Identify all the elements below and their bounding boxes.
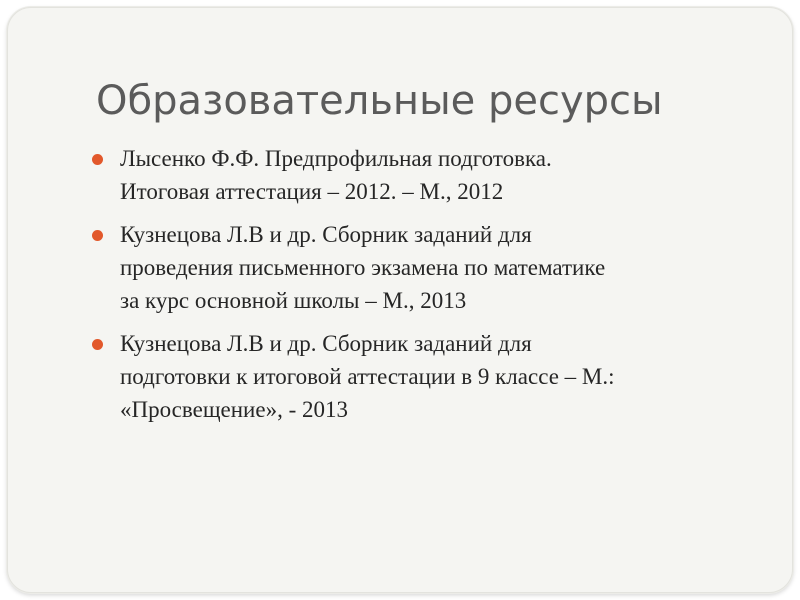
- bullet-item-1: [90, 142, 780, 208]
- bullet-list: [90, 142, 780, 436]
- bullet-item-2: [90, 218, 780, 317]
- slide: [7, 7, 793, 593]
- bullet-dot-icon: [92, 339, 103, 350]
- bullet-line: за курс основной школы – М., 2013: [120, 288, 467, 313]
- bullet-dot-icon: [92, 154, 103, 165]
- bullet-line: Лысенко Ф.Ф. Предпрофильная подготовка.: [120, 146, 552, 171]
- bullet-line: проведения письменного экзамена по математике: [120, 255, 606, 280]
- bullet-line: Кузнецова Л.В и др. Сборник заданий для: [120, 331, 532, 356]
- bullet-line: «Просвещение», - 2013: [120, 397, 348, 422]
- bullet-dot-icon: [92, 230, 103, 241]
- bullet-item-3: [90, 327, 780, 426]
- bullet-line: подготовки к итоговой аттестации в 9 классе – М.:: [120, 364, 615, 389]
- slide-title: Образовательные ресурсы: [96, 78, 663, 124]
- bullet-line: Кузнецова Л.В и др. Сборник заданий для: [120, 222, 532, 247]
- bullet-line: Итоговая аттестация – 2012. – М., 2012: [120, 179, 504, 204]
